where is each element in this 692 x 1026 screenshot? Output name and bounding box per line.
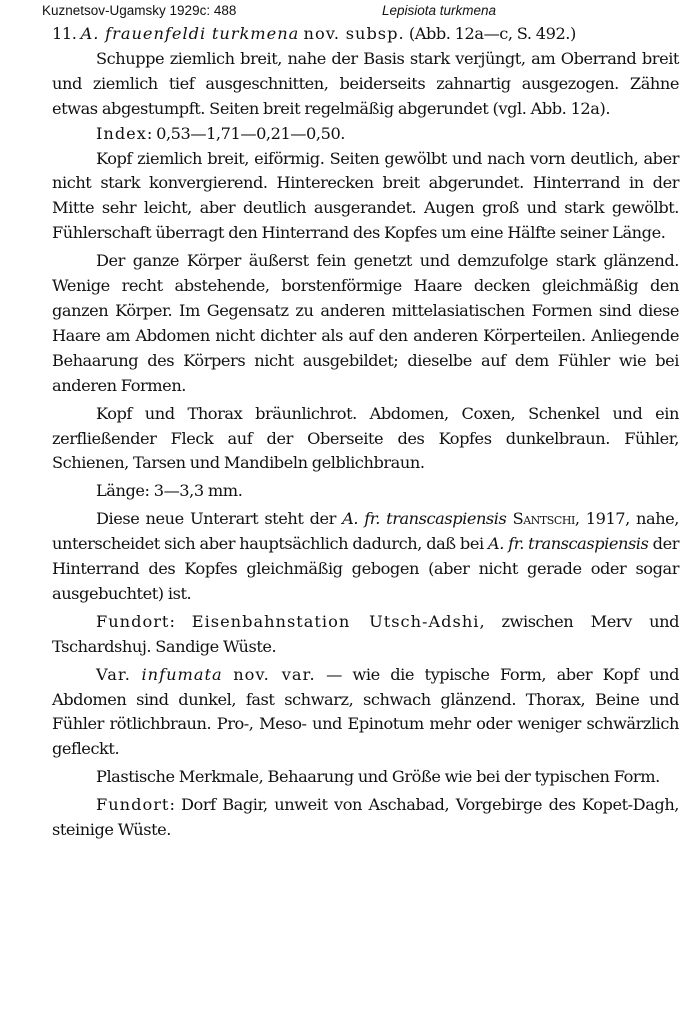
var-name: infumata <box>141 664 223 684</box>
taxon-reference: A. fr. transcaspiensis <box>487 534 649 554</box>
paragraph-body-surface: Der ganze Körper äußerst fein genetzt und demzufolge stark glänzend. Wenige recht abstehende, borstenförmige Haare decken gleichmäßig den ganzen Körper. Im Gegensatz zu anderen mittelasiatischen Formen sind diese Haare am Abdomen nicht dichter als auf den anderen Körperteilen. Anliegende Behaarung des Körpers nicht ausgebildet; dieselbe auf dem Fühler wie bei anderen Formen. <box>52 251 679 395</box>
paragraph-variety: Var. infumata nov. var. — wie die typische Form, aber Kopf und Abdomen sind dunkel, fast schwarz, schwach glänzend. Thorax, Beine und Fühler rötlichbraun. Pro-, Meso- und Epinotum mehr oder weniger schwärzlich gefleckt. <box>52 664 679 759</box>
paragraph-scale: Schuppe ziemlich breit, nahe der Basis stark verjüngt, am Oberrand breit und ziemlich tief ausgeschnitten, beiderseits zahnartig ausgezogen. Zähne etwas abgestumpft. Seiten breit regelmäßig abgerundet (vgl. Abb. 12a). <box>52 48 679 118</box>
paragraph-coloration: Kopf und Thorax bräunlichrot. Abdomen, Coxen, Schenkel und ein zerfließender Fleck auf der Oberseite des Kopfes dunkelbraun. Fühler, Schienen, Tarsen und Mandibeln gelblichbraun. <box>52 403 679 473</box>
var-label: Var. <box>96 664 131 684</box>
heading-taxon: A. frauenfeldi turkmena <box>80 24 300 43</box>
paragraph-plastic-characters: Plastische Merkmale, Behaarung und Größe wie bei der typischen Form. <box>96 767 660 787</box>
fundort-label: Fundort <box>96 795 170 815</box>
heading-status: nov. subsp. <box>303 24 405 43</box>
index-values: : 0,53—1,71—0,21—0,50. <box>146 123 345 143</box>
index-line <box>52 122 679 147</box>
length-line: Länge: 3—3,3 mm. <box>96 481 243 501</box>
fundort-label: Fundort <box>96 611 170 631</box>
document-body <box>52 22 679 843</box>
species-heading <box>52 22 679 47</box>
paragraph-comparison: Diese neue Unterart steht der A. fr. transcaspiensis Santschi, 1917, nahe, unterscheidet sich aber hauptsächlich dadurch, daß bei A. fr. transcaspiensis der Hinterrand des Kopfes gleichmäßig gebogen (aber nicht gerade oder sogar ausgebuchtet) ist. <box>52 509 680 603</box>
author-name: Santschi <box>512 509 575 529</box>
taxon-reference: A. fr. transcaspiensis <box>342 509 507 529</box>
paragraph-locality-2: Fundort: Dorf Bagir, unweit von Aschabad, Vorgebirge des Kopet-Dagh, steinige Wüste. <box>52 795 679 840</box>
taxon-header: Lepisiota turkmena <box>382 3 497 18</box>
paragraph-locality-1: Fundort: Eisenbahnstation Utsch-Adshi, zwischen Merv und Tschardshuj. Sandige Wüste. <box>52 611 680 656</box>
index-label: Index <box>96 123 147 143</box>
paragraph-head: Kopf ziemlich breit, eiförmig. Seiten gewölbt und nach vorn deutlich, aber nicht stark konvergierend. Hinterecken breit abgerundet. Hinterrand in der Mitte sehr leicht, aber deutlich ausgerandet. Augen groß und stark gewölbt. Fühlerschaft überragt den Hinterrand des Kopfes um eine Hälfte seiner Länge. <box>52 148 679 243</box>
heading-figure-ref: (Abb. 12a—c, S. 492.) <box>408 24 576 43</box>
var-status: nov. var. <box>233 664 316 684</box>
locality-name: Eisenbahnstation Utsch-Adshi <box>191 611 480 631</box>
citation-header: Kuznetsov-Ugamsky 1929c: 488 <box>42 3 237 18</box>
heading-number: 11. <box>52 24 77 43</box>
